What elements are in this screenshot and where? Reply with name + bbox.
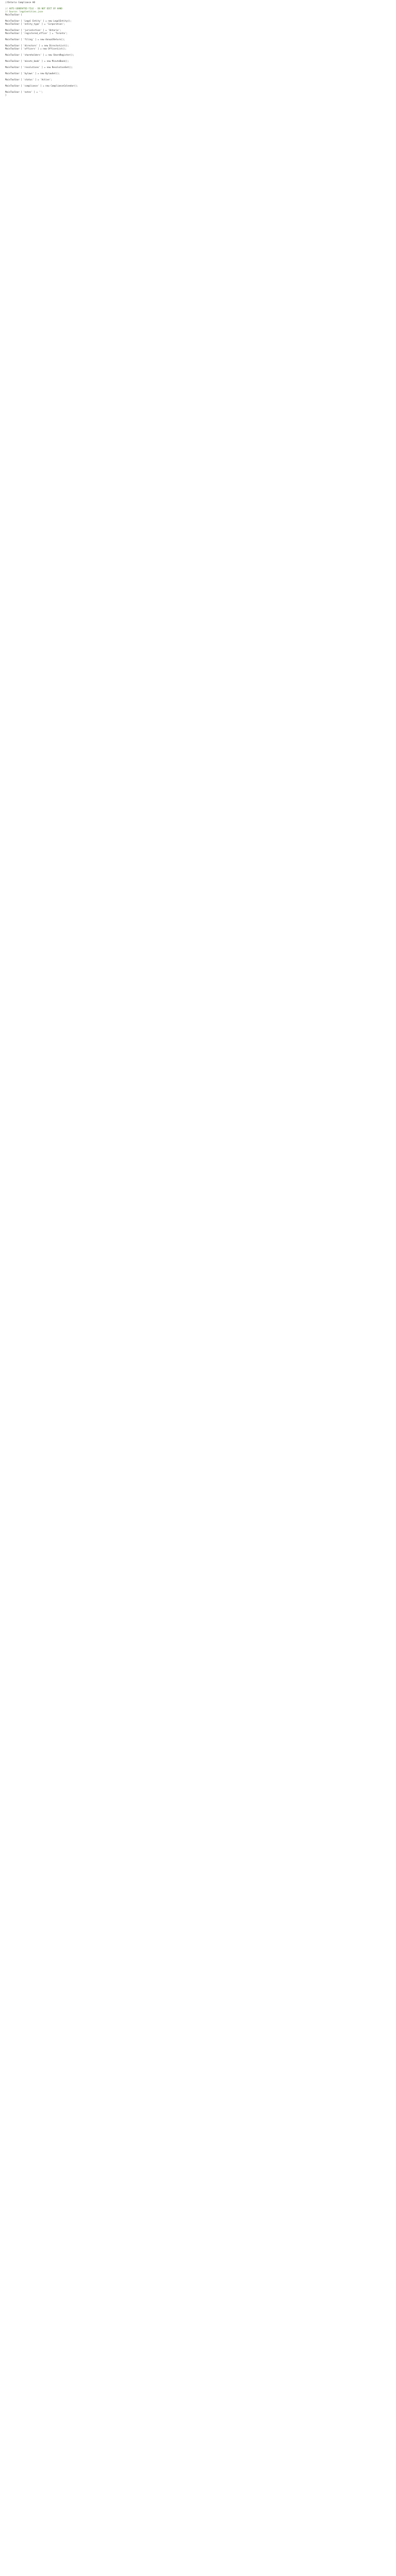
code-line[interactable]: //Ontario Compliance HO (5, 1, 35, 4)
editor-lines (5, 1, 391, 97)
code-line[interactable]: MainToolbar [ 'officers' ] = new OfficerList(); (5, 47, 67, 50)
code-line[interactable]: MainToolbar [ 'bylaws' ] = new BylawSet(); (5, 72, 60, 75)
code-line[interactable]: MainToolbar [ 'minute_book' ] = new MinuteBook(); (5, 60, 69, 62)
code-line[interactable]: MainToolbar [ 'jurisdiction' ] = 'Ontario'; (5, 29, 61, 31)
code-line[interactable]: MainToolbar [ 'notes' ] = ''; (5, 91, 43, 93)
code-line[interactable]: MainToolbar [ 'resolutions' ] = new ResolutionSet(); (5, 66, 73, 69)
code-line[interactable]: MainToolbar [ 'filing' ] = new AnnualReturn(); (5, 38, 65, 41)
code-line[interactable]: // Source: legalentities.json (5, 10, 43, 13)
code-line[interactable]: MainToolbar [ 'compliance' ] = new ComplianceCalendar(); (5, 84, 78, 87)
code-line[interactable]: MainToolbar { (5, 13, 22, 16)
code-line[interactable]: MainToolbar [ 'entity_type' ] = 'Corporation'; (5, 23, 65, 25)
code-line[interactable]: MainToolbar [ 'Legal Entity' ] = new LegalEntity(); (5, 20, 72, 22)
code-line[interactable]: // AUTO GENERATED FILE - DO NOT EDIT BY HAND (5, 7, 62, 10)
code-line[interactable]: MainToolbar [ 'registered_office' ] = 'Toronto'; (5, 32, 68, 35)
code-line[interactable]: MainToolbar [ 'status' ] = 'Active'; (5, 78, 52, 81)
code-line[interactable]: MainToolbar [ 'directors' ] = new DirectorList(); (5, 44, 69, 47)
code-line[interactable]: MainToolbar [ 'shareholders' ] = new ShareRegister(); (5, 54, 74, 56)
code-line[interactable]: } (5, 94, 7, 96)
